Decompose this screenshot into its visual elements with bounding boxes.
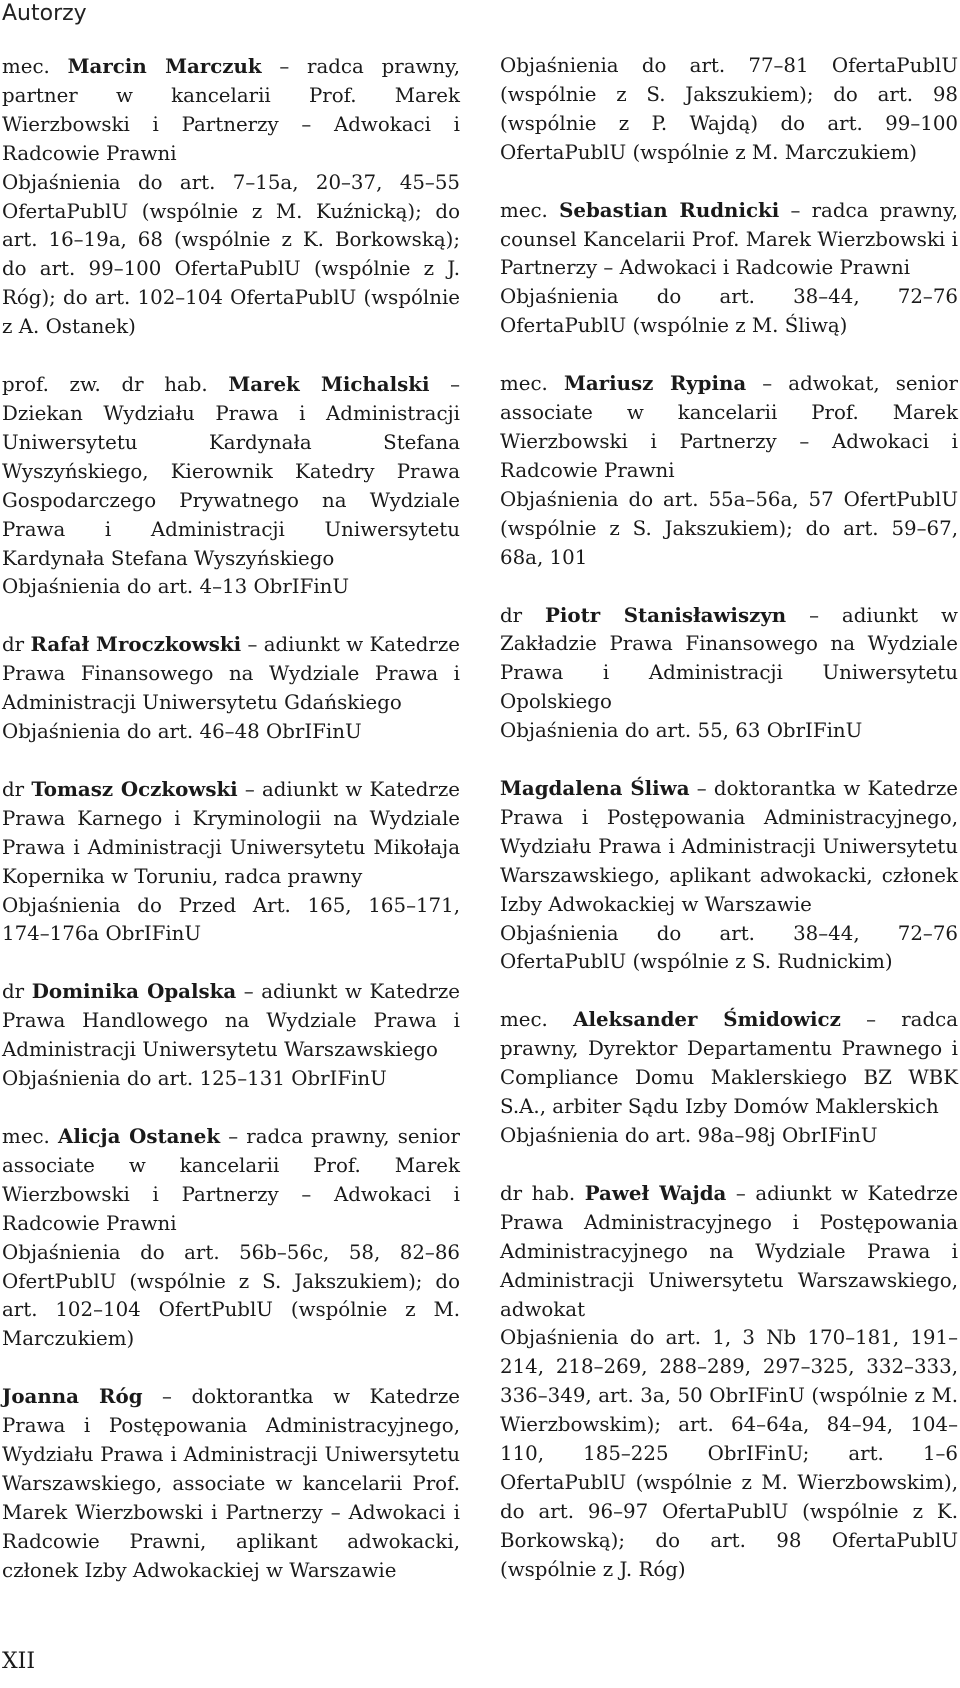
author-title: mec.	[500, 198, 548, 222]
author-bio	[2, 370, 460, 573]
author-name: Joanna Róg	[2, 1384, 143, 1409]
author-name: Aleksander Śmidowicz	[573, 1007, 841, 1032]
author-description: – doktorantka w Katedrze Prawa i Postępowania Administracyjnego, Wydziału Prawa i Administracji Uniwersytetu Warszawskiego, associate w kancelarii Prof. Marek Wierzbowski i Partnerzy – Adwokaci i Radcowie Prawni, aplikant adwokacki, członek Izby Adwokackiej w Warszawie	[2, 1385, 460, 1582]
author-bio	[2, 977, 460, 1065]
author-bio	[500, 196, 958, 284]
author-name: Dominika Opalska	[31, 979, 237, 1004]
author-title: mec.	[500, 1008, 548, 1032]
page-number: XII	[2, 1649, 36, 1674]
author-title: mec.	[2, 55, 50, 78]
author-name: Alicja Ostanek	[57, 1124, 221, 1148]
author-refs: Objaśnienia do art. 55, 63 ObrIFinU	[500, 719, 863, 743]
author-title: dr	[2, 980, 25, 1004]
author-description: – radca prawny, counsel Kancelarii Prof. Marek Wierzbowski i Partnerzy – Adwokaci i Radcowie Prawni	[500, 198, 959, 280]
author-title: dr	[2, 777, 25, 801]
author-description: – adiunkt w Zakładzie Prawa Finansowego na Wydziale Prawa i Administracji Uniwersytetu Opolskiego	[500, 603, 958, 714]
author-refs: Objaśnienia do art. 46–48 ObrIFinU	[2, 720, 362, 744]
author-bio	[500, 369, 958, 486]
author-refs: Objaśnienia do art. 77–81 OfertaPublU (wspólnie z S. Jakszukiem); do art. 98 (wspólnie z P. Wajdą) do art. 99–100 OfertaPublU (wspólnie z M. Marczukiem)	[500, 54, 958, 164]
author-description: – adiunkt w Katedrze Prawa Karnego i Kryminologii na Wydziale Prawa i Administracji Uniwersytetu Mikołaja Kopernika w Toruniu, radca prawny	[2, 777, 460, 888]
author-name: Piotr Stanisławiszyn	[545, 602, 787, 627]
author-entry	[500, 774, 958, 977]
author-title: dr	[500, 603, 523, 627]
author-description: – adiunkt w Katedrze Prawa Administracyjnego i Postępowania Administracyjnego na Wydziale Prawa i Administracji Uniwersytetu Warszawskiego, adwokat	[500, 1181, 959, 1321]
author-description: – adiunkt w Katedrze Prawa Handlowego na Wydziale Prawa i Administracji Uniwersytetu Warszawskiego	[2, 980, 461, 1062]
author-refs: Objaśnienia do art. 1, 3 Nb 170–181, 191–214, 218–269, 288–289, 297–325, 332–333, 336–349, art. 3a, 50 ObrIFinU (wspólnie z M. Wierzbowskim); art. 64–64a, 84–94, 104–110, 185–225 ObrIFinU; art. 1–6 OfertaPublU (wspólnie z M. Wierzbowskim), do art. 96–97 OfertaPublU (wspólnie z K. Borkowską); do art. 98 OfertaPublU (wspólnie z J. Róg)	[500, 1326, 958, 1581]
author-description: – radca prawny, Dyrektor Departamentu Prawnego i Compliance Domu Maklerskiego BZ WBK S.A., arbiter Sądu Izby Domów Maklerskich	[500, 1008, 959, 1119]
author-refs: Objaśnienia do art. 55a–56a, 57 OfertPublU (wspólnie z S. Jakszukiem); do art. 59–67, 68a, 101	[500, 487, 958, 569]
author-entry	[2, 977, 460, 1094]
author-title: mec.	[500, 372, 548, 396]
author-refs: Objaśnienia do art. 56b–56c, 58, 82–86 OfertPublU (wspólnie z S. Jakszukiem); do art. 102–104 OfertPublU (wspólnie z M. Marczukiem)	[2, 1240, 460, 1351]
author-description: – adwokat, senior associate w kancelarii Prof. Marek Wierzbowski i Partnerzy – Adwokaci i Radcowie Prawni	[500, 372, 958, 482]
author-bio	[2, 630, 460, 718]
author-description: – radca prawny, senior associate w kancelarii Prof. Marek Wierzbowski i Partnerzy – Adwokaci i Radcowie Prawni	[2, 1125, 461, 1235]
author-entry	[2, 1382, 460, 1585]
author-refs: Objaśnienia do art. 38–44, 72–76 OfertaPublU (wspólnie z S. Rudnickim)	[500, 921, 958, 974]
author-name: Sebastian Rudnicki	[559, 197, 780, 222]
author-bio	[2, 52, 460, 169]
author-entry	[2, 1122, 460, 1354]
author-refs: Objaśnienia do art. 125–131 ObrIFinU	[2, 1067, 387, 1091]
left-column	[2, 52, 460, 1614]
author-name: Mariusz Rypina	[563, 371, 747, 396]
author-entry	[500, 196, 958, 342]
author-bio	[500, 601, 958, 718]
author-entry	[500, 601, 958, 747]
author-description: – radca prawny, partner w kancelarii Prof. Marek Wierzbowski i Partnerzy – Adwokaci i Radcowie Prawni	[2, 55, 460, 165]
author-entry	[2, 52, 460, 342]
author-title: dr hab.	[500, 1181, 576, 1205]
author-entry	[500, 1179, 958, 1585]
author-bio	[500, 774, 958, 920]
author-entry	[2, 370, 460, 602]
author-entry	[500, 369, 958, 572]
author-entry	[500, 1005, 958, 1151]
author-name: Tomasz Oczkowski	[31, 776, 238, 801]
author-refs: Objaśnienia do art. 4–13 ObrIFinU	[2, 575, 350, 599]
author-bio	[2, 1122, 460, 1239]
author-entry-continued	[500, 52, 958, 168]
author-entry	[2, 630, 460, 747]
author-name: Marek Michalski	[228, 372, 430, 397]
right-column	[500, 52, 958, 1613]
author-name: Rafał Mroczkowski	[30, 632, 242, 657]
author-entry	[2, 775, 460, 949]
author-description: – doktorantka w Katedrze Prawa i Postępowania Administracyjnego, Wydziału Prawa i Administracji Uniwersytetu Warszawskiego, aplikant adwokacki, członek Izby Adwokackiej w Warszawie	[500, 777, 958, 916]
author-name: Magdalena Śliwa	[500, 776, 690, 801]
author-description: – Dziekan Wydziału Prawa i Administracji Uniwersytetu Kardynała Stefana Wyszyńskiego, Kierownik Katedry Prawa Gospodarczego Prywatnego na Wydziale Prawa i Administracji Uniwersytetu Kardynała Stefana Wyszyńskiego	[2, 373, 460, 570]
author-title: dr	[2, 633, 25, 657]
author-bio	[2, 1382, 460, 1585]
author-title: mec.	[2, 1125, 50, 1148]
author-refs: Objaśnienia do Przed Art. 165, 165–171, 174–176a ObrIFinU	[2, 893, 460, 946]
author-bio	[2, 775, 460, 892]
author-refs: Objaśnienia do art. 98a–98j ObrIFinU	[500, 1124, 878, 1147]
author-refs: Objaśnienia do art. 38–44, 72–76 OfertaPublU (wspólnie z M. Śliwą)	[500, 285, 958, 338]
author-description: – adiunkt w Katedrze Prawa Finansowego na Wydziale Prawa i Administracji Uniwersytetu Gdańskiego	[2, 633, 460, 715]
author-title: prof. zw. dr hab.	[2, 373, 208, 397]
author-bio	[500, 1179, 958, 1325]
author-name: Marcin Marczuk	[67, 54, 262, 78]
author-name: Paweł Wajda	[584, 1180, 727, 1205]
running-head: Autorzy	[2, 1, 87, 26]
author-bio	[500, 1005, 958, 1122]
author-refs: Objaśnienia do art. 7–15a, 20–37, 45–55 OfertaPublU (wspólnie z M. Kuźnicką); do art. 16–19a, 68 (wspólnie z K. Borkowską); do art. 99–100 OfertaPublU (wspólnie z J. Róg); do art. 102–104 OfertaPublU (wspólnie z A. Ostanek)	[2, 170, 460, 339]
